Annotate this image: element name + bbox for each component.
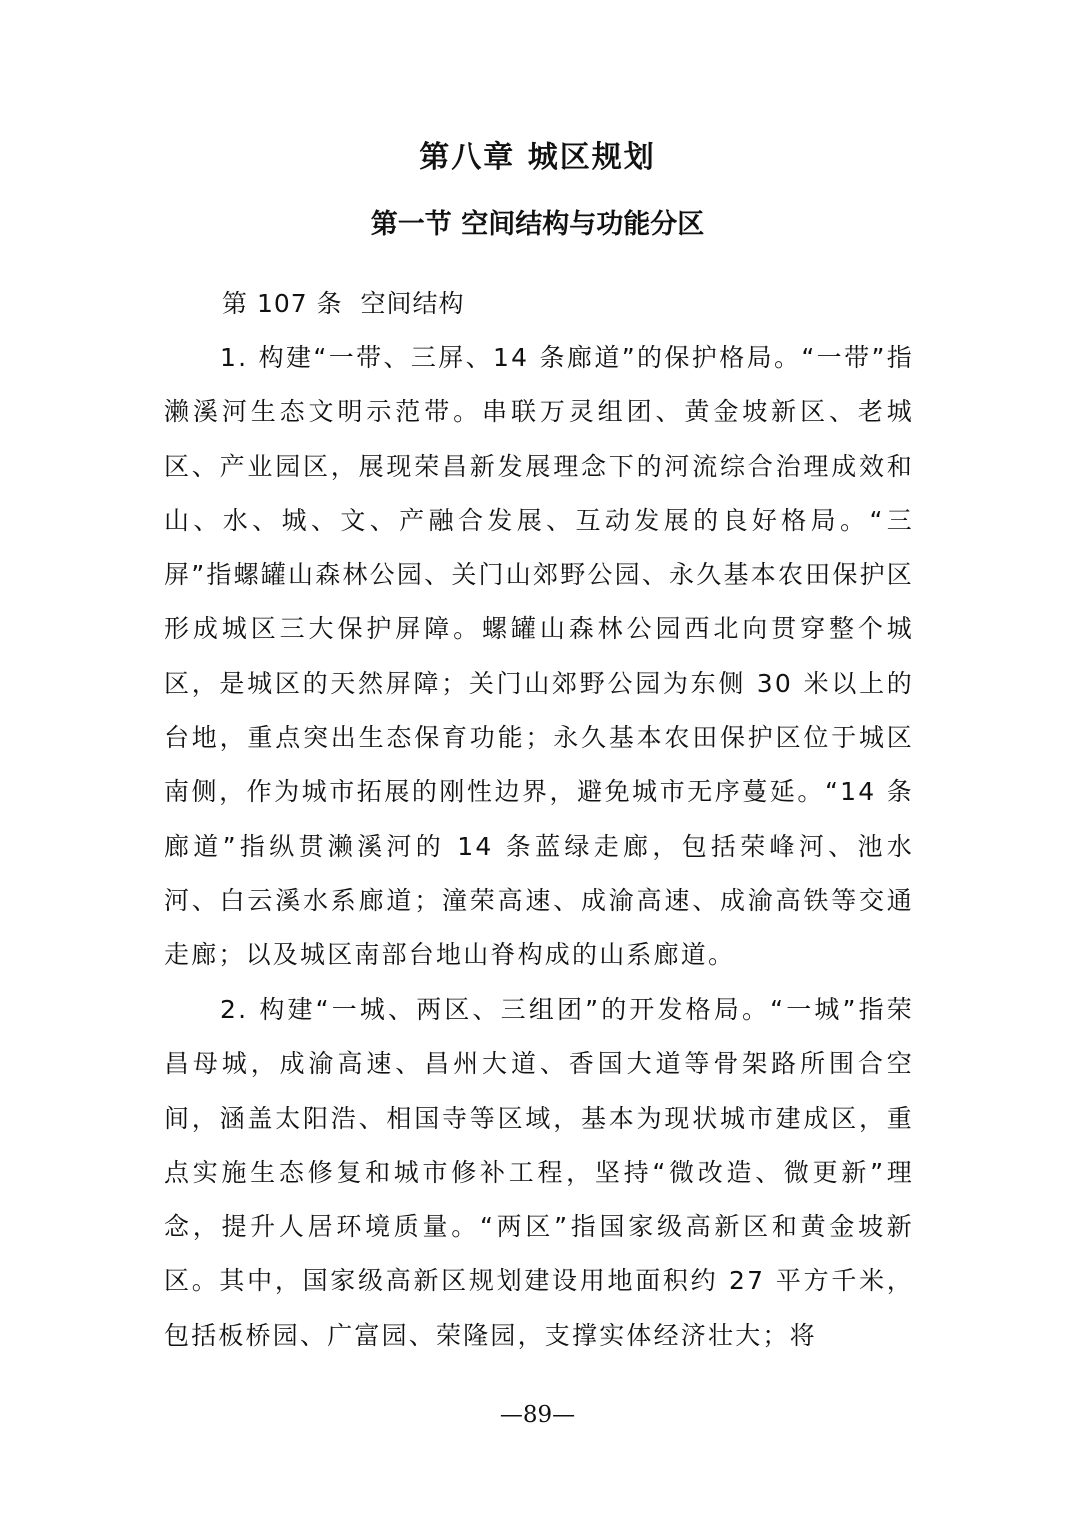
article-heading: 第 107 条 空间结构 [222,289,465,318]
paragraph-protection-pattern: 1. 构建“一带、三屏、14 条廊道”的保护格局。“一带”指濑溪河生态文明示范带。串联万灵组团、黄金坡新区、老城区、产业园区，展现荣昌新发展理念下的河流综合治理成效和山、水、城、文、产融合发展、互动发展的良好格局。“三屏”指螺罐山森林公园、关门山郊野公园、永久基本农田保护区形成城区三大保护屏障。螺罐山森林公园西北向贯穿整个城区，是城区的天然屏障；关门山郊野公园为东侧 30 米以上的台地，重点突出生态保育功能；永久基本农田保护区位于城区南侧，作为城市拓展的刚性边界，避免城市无序蔓延。“14 条廊道”指纵贯濑溪河的 14 条蓝绿走廊，包括荣峰河、池水河、白云溪水系廊道；潼荣高速、成渝高速、成渝高铁等交通走廊；以及城区南部台地山脊构成的山系廊道。 [164,343,914,970]
paragraph-development-pattern: 2. 构建“一城、两区、三组团”的开发格局。“一城”指荣昌母城，成渝高速、昌州大道、香国大道等骨架路所围合空间，涵盖太阳浩、相国寺等区域，基本为现状城市建成区，重点实施生态修复和城市修补工程，坚持“微改造、微更新”理念，提升人居环境质量。“两区”指国家级高新区和黄金坡新区。其中，国家级高新区规划建设用地面积约 27 平方千米，包括板桥园、广富园、荣隆园，支撑实体经济壮大；将 [164,995,914,1350]
chapter-title: 第八章 城区规划 [419,140,656,175]
section-title: 第一节 空间结构与功能分区 [370,209,705,240]
page-number: —89— [499,1402,576,1428]
